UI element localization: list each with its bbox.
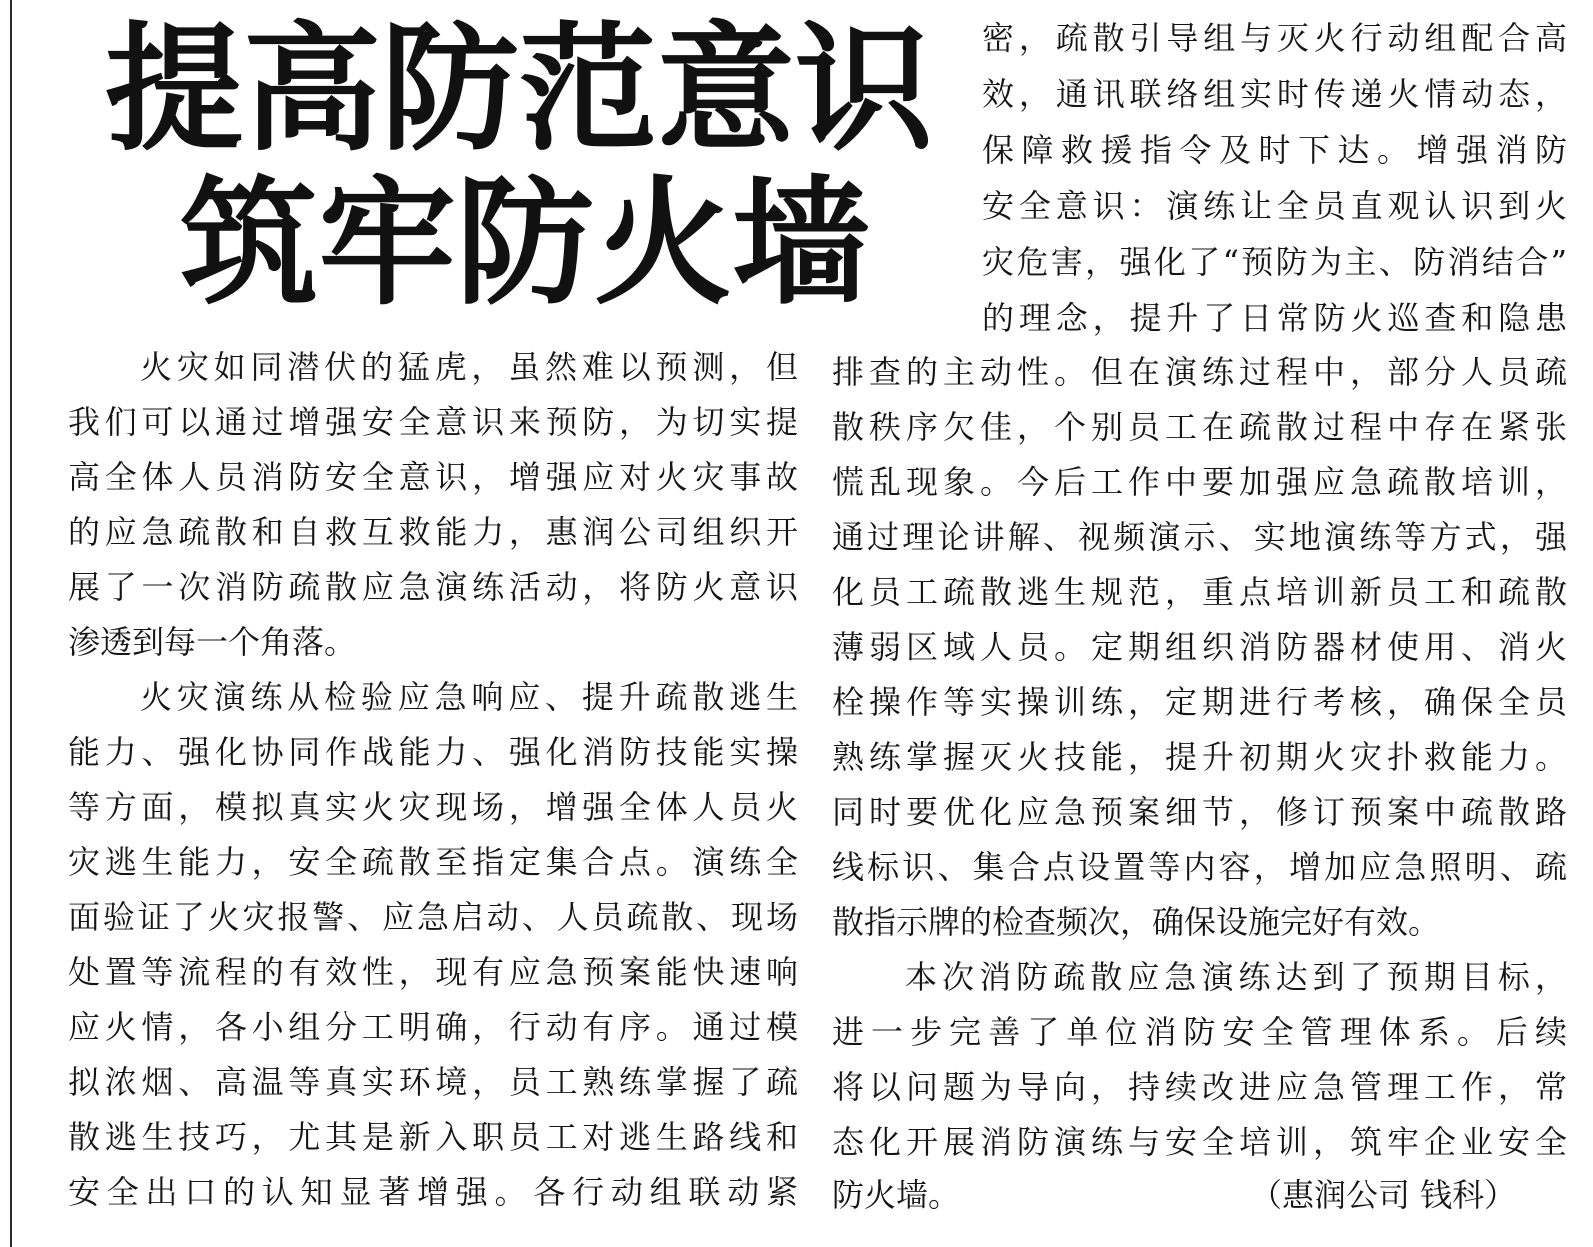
- headline-line-1: 提高防范意识: [105, 7, 934, 170]
- text-line: 应火情，各小组分工明确，行动有序。通过模: [68, 1008, 798, 1046]
- text-line: 保障救援指令及时下达。增强消防: [982, 131, 1567, 169]
- text-line: 能力、强化协同作战能力、强化消防技能实操: [68, 733, 798, 771]
- text-line: 的理念，提升了日常防火巡查和隐患: [982, 299, 1567, 337]
- text-line: 灾危害，强化了“预防为主、防消结合”: [982, 243, 1567, 281]
- text-line: 慌乱现象。今后工作中要加强应急疏散培训，: [832, 463, 1567, 501]
- text-line: 高全体人员消防安全意识，增强应对火灾事故: [68, 458, 798, 496]
- text-line: 线标识、集合点设置等内容，增加应急照明、疏: [832, 848, 1567, 886]
- text-line: 薄弱区域人员。定期组织消防器材使用、消火: [832, 628, 1567, 666]
- text-line: 火灾演练从检验应急响应、提升疏散逃生: [140, 678, 798, 716]
- text-line: 散指示牌的检查频次，确保设施完好有效。: [832, 903, 1441, 941]
- text-line: 展了一次消防疏散应急演练活动，将防火意识: [68, 568, 798, 606]
- column-rule: [10, 0, 12, 1247]
- text-line: 化员工疏散逃生规范，重点培训新员工和疏散: [832, 573, 1567, 611]
- text-line: 安全出口的认知显著增强。各行动组联动紧: [68, 1173, 798, 1211]
- text-line: 安全意识：演练让全员直观认识到火: [982, 187, 1567, 225]
- text-line: 态化开展消防演练与安全培训，筑牢企业安全: [832, 1123, 1567, 1161]
- text-line: 等方面，模拟真实火灾现场，增强全体人员火: [68, 788, 798, 826]
- text-line: 密，疏散引导组与灭火行动组配合高: [982, 19, 1567, 57]
- text-line: 同时要优化应急预案细节，修订预案中疏散路: [832, 793, 1567, 831]
- text-line: 本次消防疏散应急演练达到了预期目标，: [905, 958, 1567, 996]
- text-line: 渗透到每一个角落。: [68, 623, 357, 661]
- text-line: 栓操作等实操训练，定期进行考核，确保全员: [832, 683, 1567, 721]
- text-line: 灾逃生能力，安全疏散至指定集合点。演练全: [68, 843, 798, 881]
- author-byline: （惠润公司 钱科）: [1250, 1176, 1517, 1214]
- text-line: 效，通讯联络组实时传递火情动态，: [982, 75, 1567, 113]
- text-line: 拟浓烟、高温等真实环境，员工熟练掌握了疏: [68, 1063, 798, 1101]
- text-line: 的应急疏散和自救互救能力，惠润公司组织开: [68, 513, 798, 551]
- text-line: 火灾如同潜伏的猛虎，虽然难以预测，但: [140, 348, 798, 386]
- text-line: 进一步完善了单位消防安全管理体系。后续: [832, 1013, 1567, 1051]
- text-line: 我们可以通过增强安全意识来预防，为切实提: [68, 403, 798, 441]
- headline-line-2: 筑牢防火墙: [180, 161, 871, 324]
- text-line: 面验证了火灾报警、应急启动、人员疏散、现场: [68, 898, 798, 936]
- text-line: 防火墙。: [832, 1176, 961, 1214]
- text-line: 排查的主动性。但在演练过程中，部分人员疏: [832, 353, 1567, 391]
- text-line: 通过理论讲解、视频演示、实地演练等方式，强: [832, 518, 1567, 556]
- text-line: 将以问题为导向，持续改进应急管理工作，常: [832, 1068, 1567, 1106]
- text-line: 散秩序欠佳，个别员工在疏散过程中存在紧张: [832, 408, 1567, 446]
- text-line: 处置等流程的有效性，现有应急预案能快速响: [68, 953, 798, 991]
- text-line: 散逃生技巧，尤其是新入职员工对逃生路线和: [68, 1118, 798, 1156]
- text-line: 熟练掌握灭火技能，提升初期火灾扑救能力。: [832, 738, 1567, 776]
